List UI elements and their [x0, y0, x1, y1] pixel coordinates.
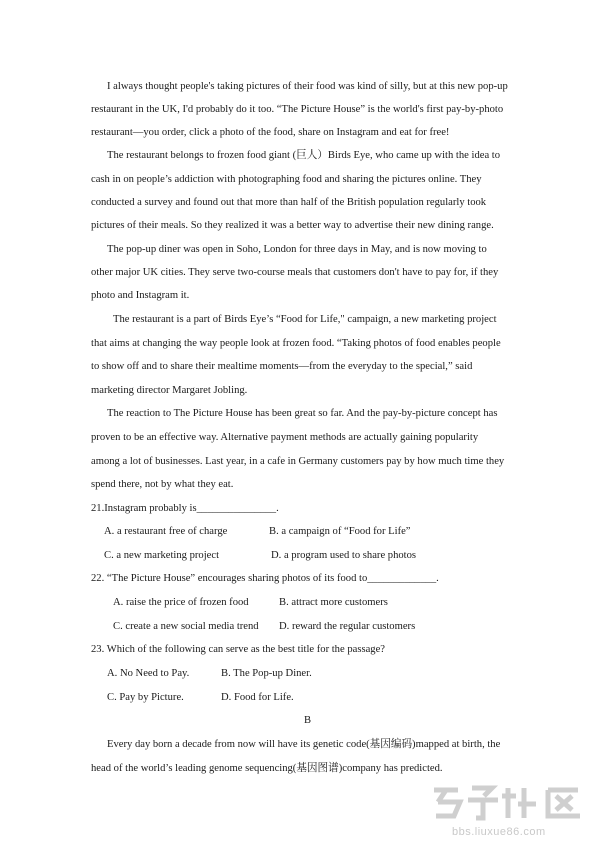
text-line: restaurant—you order, click a photo of the food, share on Instagram and eat for free!	[91, 127, 450, 138]
text-line: pictures of their meals. So they realized it was a better way to advertise their new dining range.	[91, 220, 494, 231]
text-line: proven to be an effective way. Alternative payment methods are actually gaining popularity	[91, 432, 479, 443]
text-line: spend there, not by what they eat.	[91, 479, 234, 490]
text-line: Every day born a decade from now will have its genetic code(基因编码)mapped at birth, the	[107, 739, 501, 750]
section-heading: B	[304, 715, 312, 726]
option-b: B. The Pop-up Diner.	[221, 668, 312, 679]
text-line: among a lot of businesses. Last year, in a cafe in Germany customers pay by how much time they	[91, 456, 505, 467]
option-d: D. a program used to share photos	[271, 550, 417, 561]
option-d: D. reward the regular customers	[279, 621, 416, 632]
question-stem: 23. Which of the following can serve as the best title for the passage?	[91, 644, 385, 655]
watermark-logo	[428, 782, 588, 822]
question-stem: 21.Instagram probably is_______________.	[91, 503, 279, 514]
option-c: C. create a new social media trend	[113, 621, 259, 632]
text-line: The restaurant is a part of Birds Eye’s “Food for Life," campaign, a new marketing project	[113, 314, 497, 325]
text-line: marketing director Margaret Jobling.	[91, 385, 248, 396]
text-line: I always thought people's taking pictures of their food was kind of silly, but at this new pop-up	[107, 81, 508, 92]
option-a: A. No Need to Pay.	[107, 668, 190, 679]
text-line: The restaurant belongs to frozen food giant (巨人）Birds Eye, who came up with the idea to	[107, 150, 501, 161]
text-line: cash in on people’s addiction with photographing food and sharing the pictures online. They	[91, 174, 482, 185]
option-d: D. Food for Life.	[221, 692, 294, 703]
option-c: C. a new marketing project	[104, 550, 220, 561]
text-line: that aims at changing the way people look at frozen food. “Taking photos of food enables people	[91, 338, 501, 349]
option-b: B. attract more customers	[279, 597, 388, 608]
text-line: conducted a survey and found out that more than half of the British population regularly took	[91, 197, 487, 208]
text-line: to show off and to share their mealtime moments—from the everyday to the special,” said	[91, 361, 473, 372]
option-c: C. Pay by Picture.	[107, 692, 184, 703]
text-line: head of the world’s leading genome sequencing(基因图谱)company has predicted.	[91, 763, 443, 774]
text-line: restaurant in the UK, I'd probably do it too. “The Picture House” is the world's first pay-by-photo	[91, 104, 504, 115]
option-b: B. a campaign of “Food for Life”	[269, 526, 411, 537]
text-line: The reaction to The Picture House has been great so far. And the pay-by-picture concept has	[107, 408, 498, 419]
question-stem: 22. “The Picture House” encourages sharing photos of its food to_____________.	[91, 573, 439, 584]
text-line: other major UK cities. They serve two-course meals that customers don't have to pay for, if they	[91, 267, 499, 278]
text-line: photo and Instagram it.	[91, 290, 190, 301]
text-line: The pop-up diner was open in Soho, London for three days in May, and is now moving to	[107, 244, 487, 255]
option-a: A. raise the price of frozen food	[113, 597, 249, 608]
watermark-url: bbs.liuxue86.com	[452, 826, 546, 838]
option-a: A. a restaurant free of charge	[104, 526, 228, 537]
